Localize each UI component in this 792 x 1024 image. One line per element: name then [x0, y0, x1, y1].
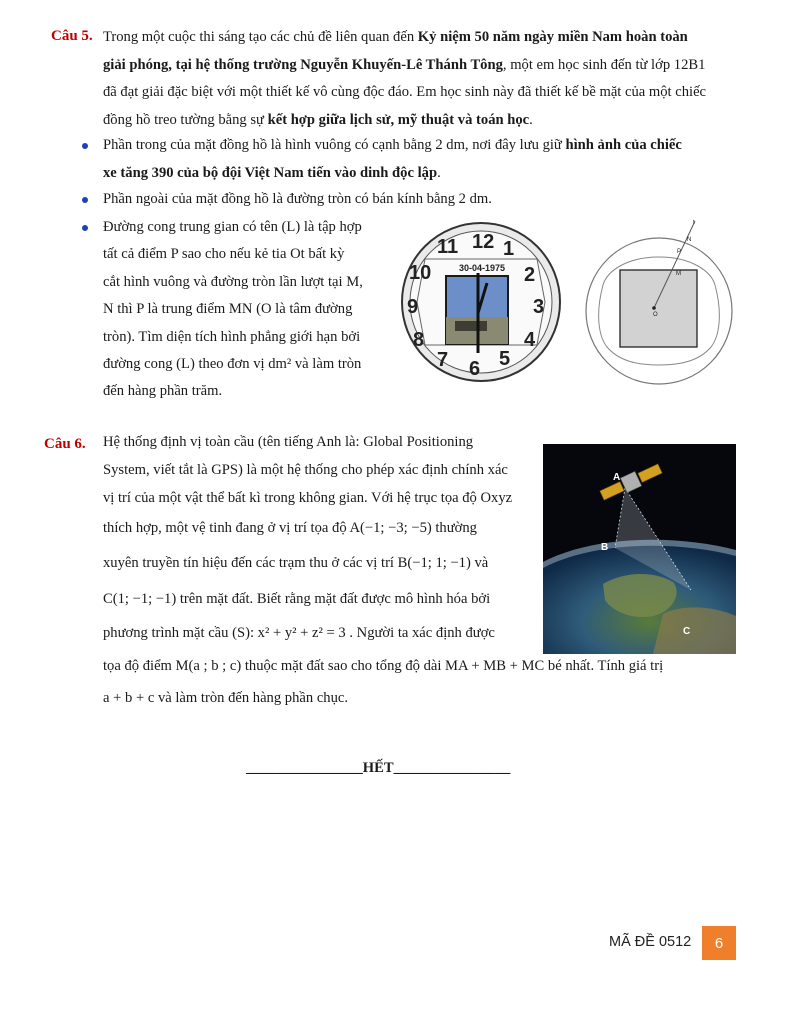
q6-line: xuyên truyền tín hiệu đến các trạm thu ở các vị trí B(−1; 1; −1) và [103, 555, 489, 571]
clock-number: 2 [524, 264, 536, 286]
clock-number: 12 [472, 231, 495, 253]
clock-number: 11 [437, 236, 459, 258]
point-N-label: N [687, 237, 692, 243]
point-B-label: B [601, 542, 609, 553]
bullet-outer-circle: Phần ngoài của mặt đồng hồ là đường tròn có bán kính bằng 2 dm. [103, 191, 492, 207]
exam-code: MÃ ĐỀ 0512 [609, 934, 692, 950]
q6-line: tọa độ điểm M(a ; b ; c) thuộc mặt đất sao cho tổng độ dài MA + MB + MC bé nhất. Tính giá trị [103, 658, 664, 674]
clock-number: 4 [524, 329, 536, 351]
satellite-earth-image [543, 444, 736, 654]
bullet-dot [82, 143, 88, 149]
q6-line: Hệ thống định vị toàn cầu (tên tiếng Anh là: Global Positioning [103, 434, 474, 450]
point-A-label: A [613, 472, 621, 483]
curve-L-diagram [583, 215, 739, 385]
clock-date: 30-04-1975 [459, 263, 506, 273]
q6-line: thích hợp, một vệ tinh đang ở vị trí tọa độ A(−1; −3; −5) thường [103, 520, 477, 536]
ray-t-label: t [693, 220, 695, 226]
bullet-curve-L: Đường cong trung gian có tên (L) là tập hợp tất cả điểm P sao cho nếu kẻ tia Ot bất kỳ cắt hình vuông và đường tròn lần lượt tại M, N thì P là trung điểm MN (O là tâm đường tròn). Tìm diện tích hình phẳng giới hạn bởi đường cong (L) theo đơn vị dm² và làm tròn đến hàng phần trăm. [103, 219, 363, 400]
bullet-dot [82, 225, 88, 231]
clock-number: 10 [409, 262, 432, 284]
clock-number: 7 [437, 349, 449, 371]
q6-line: a + b + c và làm tròn đến hàng phần chục. [103, 690, 349, 706]
q6-line: vị trí của một vật thể bất kì trong không gian. Với hệ trục tọa độ Oxyz [103, 490, 513, 506]
clock-number: 8 [413, 329, 425, 351]
clock-number: 5 [499, 348, 511, 370]
clock-number: 3 [533, 296, 545, 318]
question-5-label: Câu 5. [51, 28, 93, 44]
clock-number: 9 [407, 296, 419, 318]
point-C-label: C [683, 626, 691, 637]
point-P-label: P [677, 249, 682, 255]
clock-number: 6 [469, 358, 481, 380]
q6-line: phương trình mặt cầu (S): x² + y² + z² = 3 . Người ta xác định được [103, 625, 495, 641]
clock-number: 1 [503, 238, 515, 260]
point-O-label: O [653, 312, 658, 318]
q6-line: System, viết tắt là GPS) là một hệ thống cho phép xác định chính xác [103, 462, 508, 478]
question-5-intro: Trong một cuộc thi sáng tạo các chủ đề liên quan đến Kỷ niệm 50 năm ngày miền Nam hoàn toàn giải phóng, tại hệ thống trường Nguyễn Khuyến-Lê Thánh Tông, một em học sinh đến từ lớp 12B1 đã đạt giải đặc biệt với một thiết kế vô cùng độc đáo. Em học sinh này đã thiết kế bề mặt của một chiếc đồng hồ treo tường bằng sự kết hợp giữa lịch sử, mỹ thuật và toán học. [103, 29, 707, 128]
end-marker: ________________HẾT________________ [246, 760, 511, 776]
q6-line: C(1; −1; −1) trên mặt đất. Biết rằng mặt đất được mô hình hóa bởi [103, 591, 491, 607]
page-number: 6 [702, 926, 736, 960]
question-6-label: Câu 6. [44, 436, 86, 452]
bullet-inner-square: Phần trong của mặt đồng hồ là hình vuông có cạnh bằng 2 dm, nơi đây lưu giữ hình ảnh của chiếc xe tăng 390 của bộ đội Việt Nam tiến vào dinh độc lập. [103, 137, 682, 181]
clock-illustration [397, 221, 565, 383]
point-M-label: M [676, 271, 681, 277]
bullet-dot [82, 197, 88, 203]
